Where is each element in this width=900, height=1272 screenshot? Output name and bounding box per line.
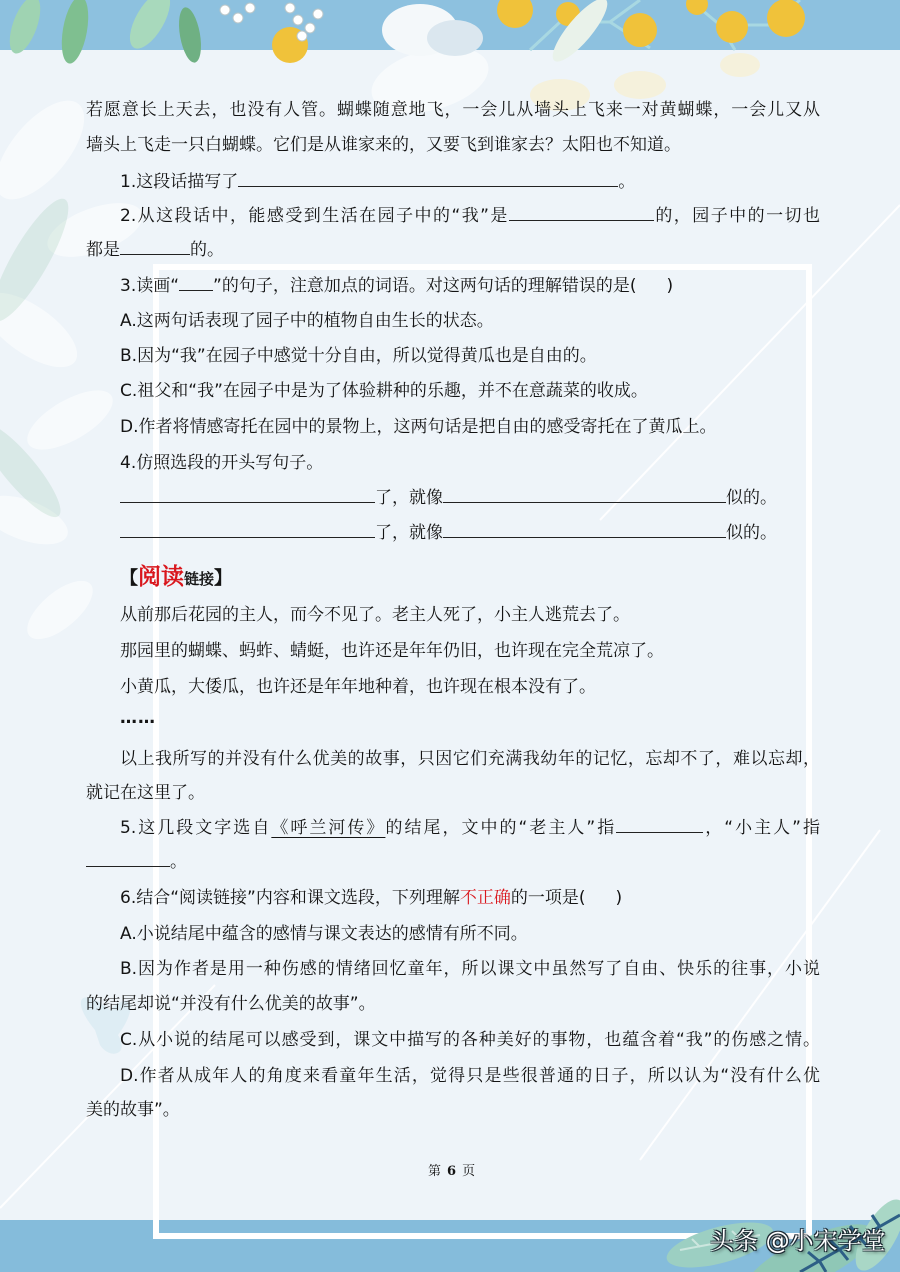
book-title: 《呼兰河传》 (271, 818, 386, 838)
connector-text: 了，就像 (375, 523, 443, 543)
question-5-mid: 的结尾，文中的“老主人”指 (385, 818, 617, 838)
question-5 (120, 813, 820, 843)
answer-blank (120, 484, 375, 503)
question-5-suffix: 。 (170, 852, 187, 872)
question-1-suffix: 。 (618, 172, 636, 192)
option-text: 作者将情感寄托在园中的景物上，这两句话是把自由的感受寄托在了黄瓜上。 (138, 417, 717, 437)
question-3-option-b (120, 341, 597, 371)
answer-blank (238, 168, 618, 187)
option-label: B. (120, 346, 138, 366)
option-label: C. (120, 381, 138, 401)
answer-blank (120, 236, 190, 255)
question-6-option-d-continued: 美的故事”。 (86, 1100, 180, 1120)
option-label: D. (120, 417, 139, 437)
bracket-open: 【 (120, 568, 138, 589)
question-6-option-d: D.作者从成年人的角度来看童年生活，觉得只是些很普通的日子，所以认为“没有什么优 (120, 1066, 820, 1086)
question-1-text: 1.这段话描写了 (120, 172, 239, 192)
page-label-post: 页 (462, 1164, 476, 1179)
heading-black-text: 链接 (184, 570, 215, 588)
question-3-option-d (120, 412, 717, 442)
question-6-option-a: A.小说结尾中蕴含的感情与课文表达的感情有所不同。 (120, 924, 528, 944)
question-1 (120, 167, 635, 197)
reading-closing-line-1: 以上我所写的并没有什么优美的故事，只因它们充满我幼年的记忆，忘却不了，难以忘却， (120, 749, 820, 769)
answer-blank (616, 814, 703, 833)
option-label: A. (120, 311, 137, 331)
question-6 (120, 883, 622, 913)
answer-blank (443, 484, 726, 503)
bracket-close: 】 (214, 568, 233, 589)
question-4-answer-line-2 (120, 518, 777, 548)
excerpt-line-2: 墙头上飞走一只白蝴蝶。它们是从谁家来的，又要飞到谁家去？太阳也不知道。 (86, 135, 681, 155)
reading-paragraph: 从前那后花园的主人，而今不见了。老主人死了，小主人逃荒去了。 (120, 605, 630, 625)
reading-ellipsis: …… (120, 708, 156, 728)
question-6-close: ) (615, 888, 623, 908)
question-2-suffix: 的。 (190, 240, 224, 260)
page-label-pre: 第 (428, 1164, 442, 1179)
question-4-answer-line-1 (120, 483, 777, 513)
question-3-text: 3.读画“ (120, 276, 180, 296)
question-2 (120, 201, 820, 231)
page-number (428, 1160, 475, 1184)
question-3-option-c (120, 376, 648, 406)
question-3 (120, 271, 673, 301)
option-text: 因为“我”在园子中感觉十分自由，所以觉得黄瓜也是自由的。 (137, 346, 597, 366)
ending-text: 似的。 (726, 488, 777, 508)
question-6-text: 6.结合“阅读链接”内容和课文选段，下列理解 (120, 888, 460, 908)
answer-blank (509, 202, 654, 221)
answer-blank (86, 848, 170, 867)
option-text: 祖父和“我”在园子中是为了体验耕种的乐趣，并不在意蔬菜的收成。 (137, 381, 648, 401)
reading-paragraph: 小黄瓜，大倭瓜，也许还是年年地种着，也许现在根本没有了。 (120, 677, 596, 697)
connector-text: 了，就像 (375, 488, 443, 508)
question-4: 4.仿照选段的开头写句子。 (120, 453, 324, 473)
emphasis-text: 不正确 (459, 888, 511, 908)
question-2-mid: 的，园子中的一切也 (653, 206, 821, 226)
underline-marker (179, 272, 213, 291)
reading-link-heading (120, 562, 232, 592)
answer-blank (443, 519, 726, 538)
answer-blank (120, 519, 375, 538)
question-6-option-b-continued: 的结尾却说“并没有什么优美的故事”。 (86, 994, 376, 1014)
page-number-value: 6 (447, 1164, 457, 1179)
question-6-option-b: B.因为作者是用一种伤感的情绪回忆童年，所以课文中虽然写了自由、快乐的往事，小说 (120, 959, 820, 979)
option-text: 这两句话表现了园子中的植物自由生长的状态。 (136, 311, 494, 331)
question-5-line-2 (86, 847, 187, 877)
question-6-suffix: 的一项是( (510, 888, 586, 908)
question-3-close: ) (666, 276, 674, 296)
question-2-line-2 (86, 235, 224, 265)
heading-red-text: 阅读 (138, 564, 184, 590)
question-2-line2-prefix: 都是 (86, 240, 120, 260)
question-6-option-c: C.从小说的结尾可以感受到，课文中描写的各种美好的事物，也蕴含着“我”的伤感之情。 (120, 1030, 820, 1050)
question-3-mid: ”的句子，注意加点的词语。对这两句话的理解错误的是( (213, 276, 637, 296)
question-3-option-a (120, 306, 494, 336)
ending-text: 似的。 (726, 523, 777, 543)
reading-paragraph: 那园里的蝴蝶、蚂蚱、蜻蜓，也许还是年年仍旧，也许现在完全荒凉了。 (120, 641, 664, 661)
excerpt-line-1: 若愿意长上天去，也没有人管。蝴蝶随意地飞，一会儿从墙头上飞来一对黄蝴蝶，一会儿又从 (86, 100, 820, 120)
question-2-text: 2.从这段话中，能感受到生活在园子中的“我”是 (120, 206, 509, 226)
reading-closing-line-2: 就记在这里了。 (86, 783, 205, 803)
question-5-mid2: ，“小主人”指 (703, 818, 820, 838)
watermark: 头条 @小宋学堂 (710, 1227, 886, 1255)
question-5-text: 5.这几段文字选自 (120, 818, 272, 838)
